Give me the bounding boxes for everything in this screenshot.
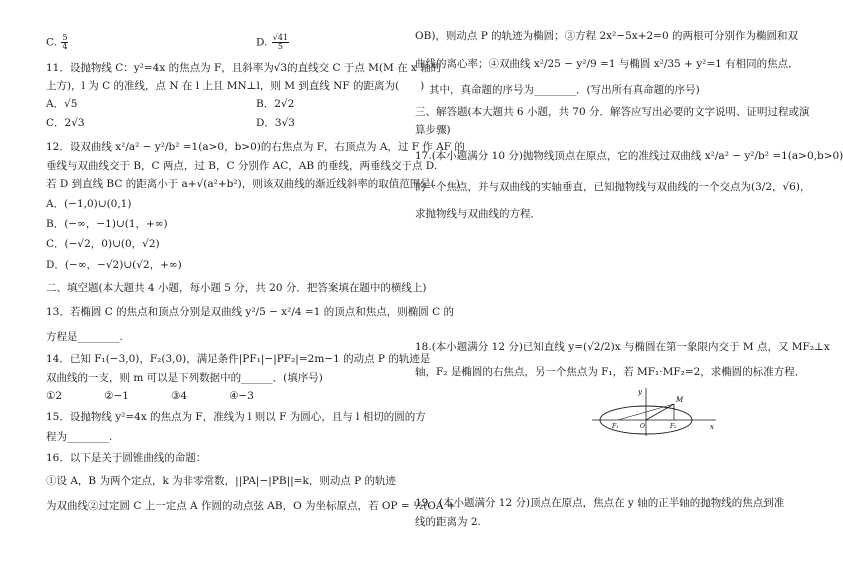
q16-line-2: ①设 A，B 为两个定点，k 为非零常数，||PA|−|PB||=k，则动点 P 的轨迹 (46, 475, 397, 487)
q18-line-2: 轴，F₂ 是椭圆的右焦点，另一个焦点为 F₁，若 MF₁·MF₂=2，求椭圆的标准方程． (415, 366, 806, 378)
label-y: y (638, 388, 642, 396)
q16-continued-1: OB)，则动点 P 的轨迹为椭圆；③方程 2x²−5x+2=0 的两根可分别作为椭圆和双 (415, 30, 799, 42)
q12-line-1: 12．设双曲线 x²/a² − y²/b² =1(a>0，b>0)的右焦点为 F，右顶点为 A，过 F 作 AF 的 (46, 141, 465, 153)
label-f2: F₂ (670, 423, 677, 430)
q17-line-1: 17.(本小题满分 10 分)抛物线顶点在原点，它的准线过双曲线 x²/a² − y²/b² =1(a>0,b>0) (415, 150, 843, 162)
q11-line-1: 11．设抛物线 C：y²=4x 的焦点为 F，且斜率为√3的直线交 C 于点 M(M 在 x 轴的 (46, 62, 442, 74)
q14-line-1: 14．已知 F₁(−3,0)，F₂(3,0)，满足条件|PF₁|−|PF₂|=2m−1 的动点 P 的轨迹是 (46, 353, 431, 365)
q12-line-3: 若 D 到直线 BC 的距离小于 a+√(a²+b²)，则该双曲线的渐近线斜率的取值范围是( ) (46, 178, 460, 190)
q10-option-c-fraction: $\frac{5}{4}$ (62, 33, 68, 51)
q16-continued-3: 其中，真命题的序号为________．(写出所有真命题的序号) (429, 84, 700, 96)
q12-option-d: D．(−∞，−√2)∪(√2，+∞) (46, 259, 182, 271)
section-3-heading-line-1: 三、解答题(本大题共 6 小题，共 70 分．解答应写出必要的文字说明、证明过程或演 (415, 106, 810, 118)
q14-options: ①2 ②−1 ③4 ④−3 (46, 390, 254, 402)
q11-option-a: A．√5 (46, 98, 78, 110)
label-m: M (676, 396, 684, 404)
q10-option-c-label: C. (46, 36, 57, 49)
q13-line-2: 方程是________. (46, 331, 123, 343)
q15-line-1: 15．设抛物线 y²=4x 的焦点为 F，准线为 l 则以 F 为圆心，且与 l 相切的圆的方 (46, 411, 426, 423)
q16-line-3: 为双曲线②过定圆 C 上一定点 A 作圆的动点弦 AB，O 为坐标原点，若 OP = ½(OA + (46, 500, 456, 512)
q12-option-b: B．(−∞，−1)∪(1，+∞) (46, 218, 168, 230)
q12-line-2: 垂线与双曲线交于 B，C 两点，过 B，C 分别作 AC，AB 的垂线，两垂线交于点 D. (46, 160, 438, 172)
q12-option-a: A．(−1,0)∪(0,1) (46, 198, 132, 210)
label-x: x (710, 423, 714, 431)
q16-continued-2: 曲线的离心率；④双曲线 x²/25 − y²/9 =1 与椭圆 x²/35 + y²=1 有相同的焦点． (415, 58, 799, 70)
q17-line-3: 求抛物线与双曲线的方程． (415, 208, 541, 220)
q13-line-1: 13．若椭圆 C 的焦点和顶点分别是双曲线 y²/5 − x²/4 =1 的顶点和焦点，则椭圆 C 的 (46, 306, 454, 318)
label-o: O (640, 423, 645, 430)
label-f1: F₁ (612, 423, 619, 430)
q10-option-d-fraction: $\frac{√41}{5}$ (272, 33, 289, 51)
q19-line-1: 19．(本小题满分 12 分)顶点在原点，焦点在 y 轴的正半轴的抛物线的焦点到准 (415, 497, 785, 509)
q12-option-c: C．(−√2，0)∪(0，√2) (46, 238, 160, 250)
q14-line-2: 双曲线的一支，则 m 可以是下列数据中的______．(填序号) (46, 372, 323, 384)
q11-option-b: B．2√2 (256, 98, 295, 110)
q10-option-d-label: D. (256, 36, 268, 49)
section-3-heading-line-2: 算步骤) (415, 124, 451, 136)
q16-line-1: 16．以下是关于圆锥曲线的命题： (46, 452, 207, 464)
q17-line-2: 的一个焦点，并与双曲线的实轴垂直，已知抛物线与双曲线的一个交点为(3/2，√6)， (415, 181, 811, 193)
q11-line-2: 上方)，l 为 C 的准线，点 N 在 l 上且 MN⊥l，则 M 到直线 NF 的距离为( ) (46, 80, 425, 92)
q10-option-d (256, 34, 290, 51)
q10-option-c (46, 34, 69, 51)
q18-line-1: 18.(本小题满分 12 分)已知直线 y=(√2/2)x 与椭圆在第一象限内交于 M 点，又 MF₂⊥x (415, 341, 830, 353)
q11-option-d: D．3√3 (256, 117, 295, 129)
section-2-heading: 二、填空题(本大题共 4 小题，每小题 5 分，共 20 分．把答案填在题中的横线上) (46, 282, 427, 294)
ellipse-figure (590, 386, 720, 438)
q15-line-2: 程为________. (46, 431, 113, 443)
q11-option-c: C．2√3 (46, 117, 85, 129)
q19-line-2: 线的距离为 2. (415, 516, 481, 528)
